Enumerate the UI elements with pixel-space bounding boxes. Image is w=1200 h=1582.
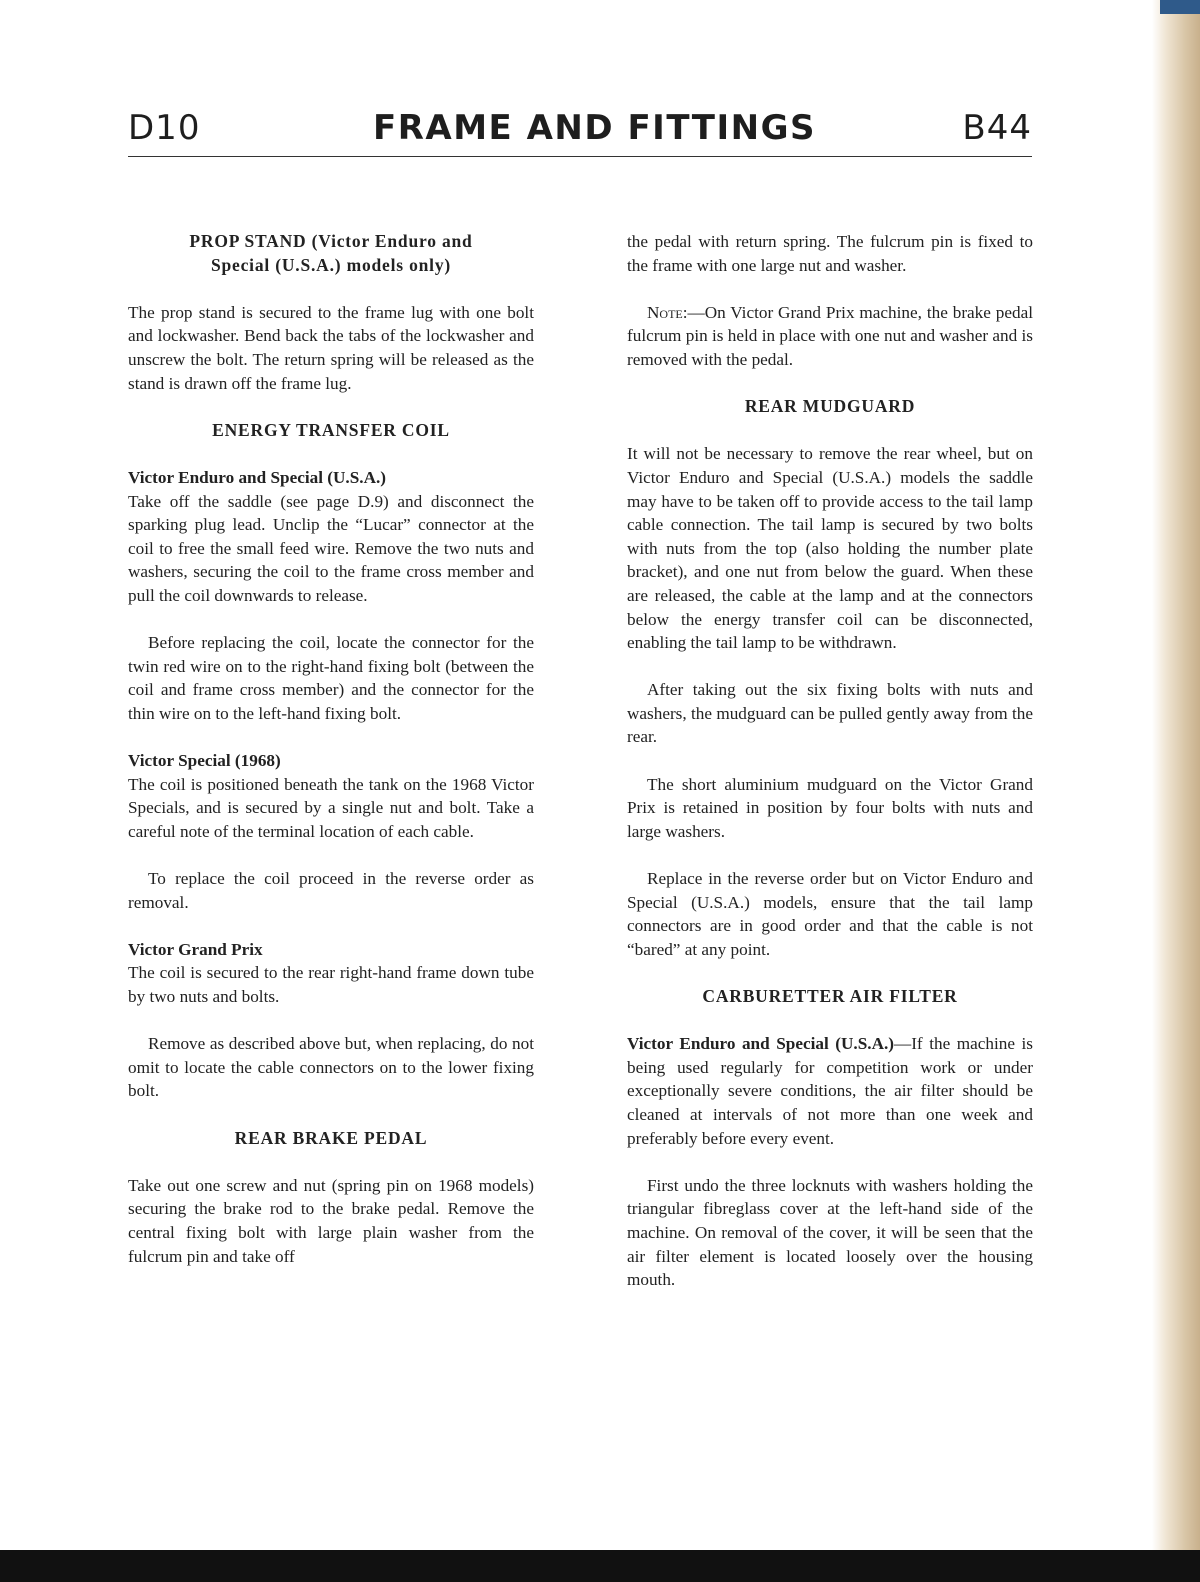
note-paragraph — [627, 301, 1033, 372]
paragraph: Remove as described above but, when replacing, do not omit to locate the cable connectors on to the lower fixing bolt. — [128, 1034, 534, 1101]
section-code: D10 — [128, 108, 201, 148]
page-header — [128, 108, 1032, 156]
model-code: B44 — [962, 108, 1032, 148]
section-heading-carburetter-air-filter: CARBURETTER AIR FILTER — [702, 986, 958, 1006]
paragraph: the pedal with return spring. The fulcrum pin is fixed to the frame with one large nut and washer. — [627, 232, 1033, 275]
paragraph: The prop stand is secured to the frame lug with one bolt and lockwasher. Bend back the tabs of the lockwasher and unscrew the bolt. The return spring will be released as the stand is drawn off the frame lug. — [128, 302, 534, 393]
heading-line: Special (U.S.A.) models only) — [210, 254, 451, 275]
paragraph: The coil is secured to the rear right-hand frame down tube by two nuts and bolts. — [128, 963, 534, 1006]
paragraph: Take out one screw and nut (spring pin on 1968 models) securing the brake rod to the brake pedal. Remove the central fixing bolt with large plain washer from the fulcrum pin and take off — [128, 1175, 534, 1266]
subheading: Victor Special (1968) — [128, 751, 281, 771]
run-in-text: —If the machine is being used regularly for competition work or under exceptionally severe conditions, the air filter should be cleaned at intervals of not more than one week and preferably before every event. — [627, 1034, 1033, 1148]
paragraph: After taking out the six fixing bolts with nuts and washers, the mudguard can be pulled gently away from the rear. — [627, 680, 1033, 747]
left-column — [128, 230, 534, 1292]
run-in-paragraph — [627, 1032, 1033, 1150]
paragraph: Replace in the reverse order but on Victor Enduro and Special (U.S.A.) models, ensure that the tail lamp connectors are in good order and that the cable is not “bared” at any point. — [627, 869, 1033, 959]
page-edge-tab — [1160, 0, 1200, 14]
paragraph: The short aluminium mudguard on the Victor Grand Prix is retained in position by four bolts with nuts and large washers. — [627, 774, 1033, 841]
paragraph: First undo the three locknuts with washers holding the triangular fibreglass cover at the left-hand side of the machine. On removal of the cover, it will be seen that the air filter element is located loosely over the housing mouth. — [627, 1175, 1033, 1290]
subheading: Victor Grand Prix — [128, 939, 263, 959]
note-text: —On Victor Grand Prix machine, the brake pedal fulcrum pin is held in place with one nut and washer and is removed with the pedal. — [627, 302, 1033, 369]
paragraph: Before replacing the coil, locate the connector for the twin red wire on to the right-hand fixing bolt (between the coil and frame cross member) and the connector for the thin wire on to the left-hand fixing bolt. — [128, 633, 534, 723]
section-heading-rear-mudguard: REAR MUDGUARD — [744, 396, 916, 417]
heading-line: PROP STAND (Victor Enduro and — [189, 231, 473, 251]
section-heading-rear-brake-pedal: REAR BRAKE PEDAL — [234, 1127, 428, 1148]
paragraph: The coil is positioned beneath the tank on the 1968 Victor Specials, and is secured by a single nut and bolt. Take a careful note of the terminal location of each cable. — [128, 774, 534, 841]
header-rule — [128, 156, 1032, 157]
section-heading-prop-stand — [128, 230, 534, 277]
run-in-heading: Victor Enduro and Special (U.S.A.) — [627, 1034, 895, 1054]
paragraph: Take off the saddle (see page D.9) and disconnect the sparking plug lead. Unclip the “Lucar” connector at the coil to free the small feed wire. Remove the two nuts and washers, securing the coil to the frame cross member and pull the coil downwards to release. — [128, 491, 534, 605]
right-column — [627, 230, 1033, 1315]
note-label: Note: — [647, 302, 688, 322]
scan-bottom-border — [0, 1550, 1200, 1582]
paragraph: It will not be necessary to remove the rear wheel, but on Victor Enduro and Special (U.S.A.) models the saddle may have to be taken off to provide access to the tail lamp cable connection. The tail lamp is secured by two bolts with nuts from the top (also holding the number plate bracket), and one nut from below the guard. When these are released, the cable at the lamp and at the connectors below the energy transfer coil can be disconnected, enabling the tail lamp to be withdrawn. — [627, 444, 1033, 653]
page-title: FRAME AND FITTINGS — [373, 108, 816, 148]
page-edge-shadow — [1152, 0, 1200, 1550]
paragraph: To replace the coil proceed in the reverse order as removal. — [128, 869, 534, 912]
section-heading-energy-transfer-coil: ENERGY TRANSFER COIL — [212, 419, 450, 440]
subheading: Victor Enduro and Special (U.S.A.) — [128, 467, 387, 487]
